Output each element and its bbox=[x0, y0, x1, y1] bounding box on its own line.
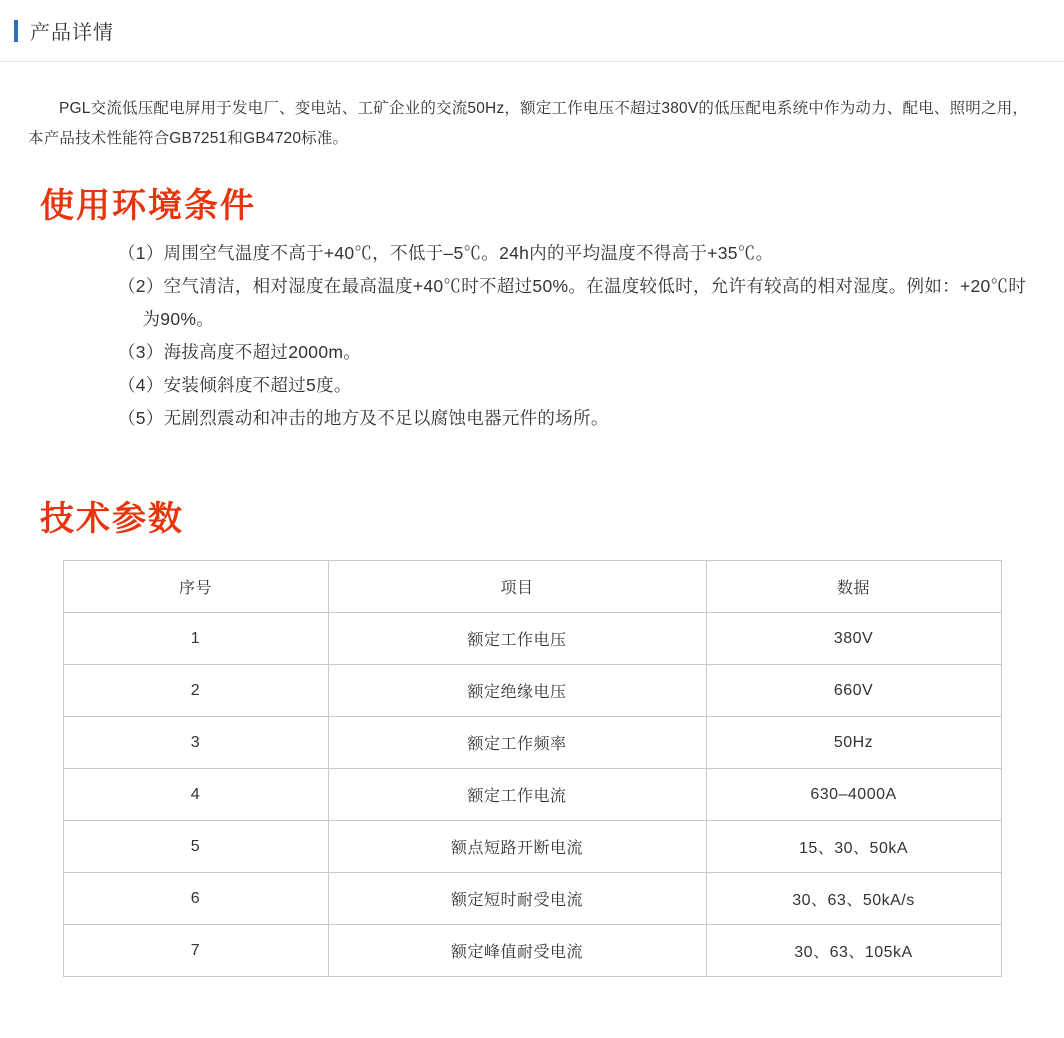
table-header-row bbox=[63, 561, 1001, 613]
table-cell: 额定短时耐受电流 bbox=[328, 873, 706, 925]
table-cell: 660V bbox=[706, 665, 1001, 717]
environment-condition-list bbox=[28, 237, 1036, 435]
content-area bbox=[0, 94, 1064, 977]
table-cell: 30、63、50kA/s bbox=[706, 873, 1001, 925]
table-row bbox=[63, 665, 1001, 717]
table-header-cell: 项目 bbox=[328, 561, 706, 613]
table-cell: 6 bbox=[63, 873, 328, 925]
table-header-cell: 序号 bbox=[63, 561, 328, 613]
table-cell: 额定工作频率 bbox=[328, 717, 706, 769]
list-item: （5）无剧烈震动和冲击的地方及不足以腐蚀电器元件的场所。 bbox=[118, 408, 609, 428]
list-item: （1）周围空气温度不高于+40℃，不低于–5℃。24h内的平均温度不得高于+35℃。 bbox=[118, 243, 774, 263]
table-cell: 额定峰值耐受电流 bbox=[328, 925, 706, 977]
table-cell: 3 bbox=[63, 717, 328, 769]
table-cell: 30、63、105kA bbox=[706, 925, 1001, 977]
table-row bbox=[63, 613, 1001, 665]
table-cell: 2 bbox=[63, 665, 328, 717]
table-cell: 7 bbox=[63, 925, 328, 977]
page-title: 产品详情 bbox=[30, 22, 114, 44]
table-cell: 15、30、50kA bbox=[706, 821, 1001, 873]
table-header-cell: 数据 bbox=[706, 561, 1001, 613]
table-cell: 额点短路开断电流 bbox=[328, 821, 706, 873]
table-cell: 380V bbox=[706, 613, 1001, 665]
table-row bbox=[63, 769, 1001, 821]
section-title-environment: 使用环境条件 bbox=[40, 186, 256, 226]
table-cell: 额定工作电流 bbox=[328, 769, 706, 821]
table-cell: 630–4000A bbox=[706, 769, 1001, 821]
table-cell: 1 bbox=[63, 613, 328, 665]
section-title-specs: 技术参数 bbox=[40, 499, 184, 539]
spec-table bbox=[63, 560, 1002, 977]
table-row bbox=[63, 821, 1001, 873]
list-item: （4）安装倾斜度不超过5度。 bbox=[118, 375, 352, 395]
table-cell: 额定工作电压 bbox=[328, 613, 706, 665]
table-row bbox=[63, 717, 1001, 769]
section-header bbox=[0, 0, 1064, 62]
list-item: （3）海拔高度不超过2000m。 bbox=[118, 342, 362, 362]
list-item: （2）空气清洁，相对湿度在最高温度+40℃时不超过50%。在温度较低时，允许有较高的相对湿度。例如：+20℃时为90%。 bbox=[118, 276, 1027, 329]
intro-paragraph: PGL交流低压配电屏用于发电厂、变电站、工矿企业的交流50Hz，额定工作电压不超过380V的低压配电系统中作为动力、配电、照明之用，本产品技术性能符合GB7251和GB4720标准。 bbox=[28, 100, 1029, 147]
table-cell: 50Hz bbox=[706, 717, 1001, 769]
table-row bbox=[63, 925, 1001, 977]
table-cell: 额定绝缘电压 bbox=[328, 665, 706, 717]
table-cell: 4 bbox=[63, 769, 328, 821]
table-row bbox=[63, 873, 1001, 925]
table-cell: 5 bbox=[63, 821, 328, 873]
header-accent-bar bbox=[14, 20, 18, 42]
